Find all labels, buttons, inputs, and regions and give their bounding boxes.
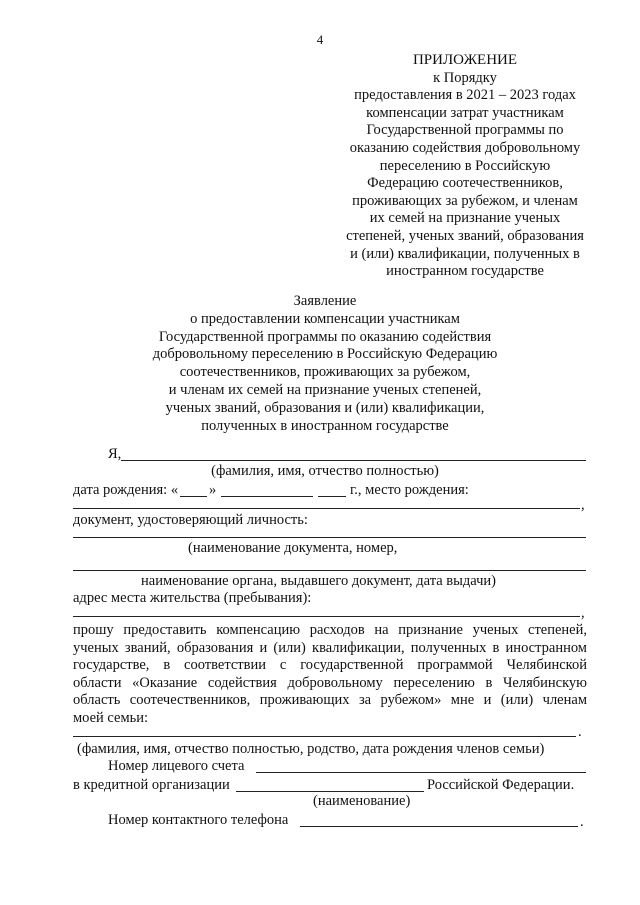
bank-hint: (наименование) [313, 793, 411, 809]
id-doc-issuer-field[interactable] [73, 570, 586, 571]
heading-line: Государственной программы по оказанию содействия [158, 328, 492, 345]
id-doc-hint: (наименование документа, номер, [188, 540, 398, 556]
appendix-line: Государственной программы по [366, 122, 564, 139]
request-line: прошу предоставить компенсацию расходов на признание ученых степеней, [73, 622, 587, 638]
birth-month-field[interactable] [221, 496, 313, 497]
request-line: государстве, в соответствии с государственной программой Челябинской [73, 657, 587, 674]
id-doc-issuer-hint: наименование органа, выдавшего документ, дата выдачи) [141, 573, 496, 589]
request-line: моей семьи: [73, 709, 149, 726]
request-line: области «Оказание содействия добровольному переселению в Челябинскую [73, 674, 587, 691]
page-number: 4 [316, 32, 324, 47]
account-field[interactable] [256, 772, 586, 773]
fio-hint: (фамилия, имя, отчество полностью) [211, 463, 439, 479]
request-line: ученых званий, образования и (или) квалификации, полученных в иностранном [73, 639, 587, 656]
birth-date-quote: » [209, 482, 217, 498]
request-paragraph [73, 622, 587, 728]
appendix-line: иностранном государстве [386, 263, 544, 280]
punct-comma: , [581, 497, 585, 513]
appendix-line: и (или) квалификации, полученных в [350, 245, 580, 262]
appendix-line: предоставления в 2021 – 2023 годах [354, 87, 576, 104]
id-doc-label: документ, удостоверяющий личность: [73, 512, 308, 528]
birth-place-field[interactable] [73, 508, 580, 509]
punct-comma: , [581, 605, 585, 621]
heading-line: ученых званий, образования и (или) квалификации, [165, 399, 485, 416]
fio-field[interactable] [121, 460, 586, 461]
bank-suffix: Российской Федерации. [427, 777, 575, 793]
family-members-field[interactable] [73, 736, 576, 737]
birth-date-label: дата рождения: « [73, 482, 179, 498]
appendix-line: Федерацию соотечественников, [367, 175, 563, 192]
appendix-line: оказанию содействия добровольному [349, 139, 581, 156]
address-field[interactable] [73, 616, 580, 617]
phone-label: Номер контактного телефона [108, 812, 289, 828]
application-heading [60, 293, 590, 435]
appendix-block [340, 52, 590, 281]
birth-year-field[interactable] [318, 496, 346, 497]
bank-name-field[interactable] [236, 791, 424, 792]
bank-label: в кредитной организации [73, 777, 230, 793]
birth-day-field[interactable] [180, 496, 207, 497]
appendix-title: ПРИЛОЖЕНИЕ [412, 52, 518, 68]
birth-place-label: г., место рождения: [350, 482, 469, 498]
appendix-line: к Порядку [433, 69, 497, 86]
heading-line: соотечественников, проживающих за рубежом, [179, 364, 471, 381]
id-doc-field[interactable] [73, 537, 586, 538]
appendix-line: переселению в Российскую [379, 157, 551, 174]
heading-line: о предоставлении компенсации участникам [190, 310, 460, 327]
ya-label: Я, [108, 446, 122, 462]
punct-dot: . [578, 724, 582, 740]
heading-line: и членам их семей на признание ученых степеней, [168, 381, 482, 398]
request-line: область соотечественников, проживающих за рубежом» мне и (или) членам [73, 692, 587, 709]
family-hint: (фамилия, имя, отчество полностью, родство, дата рождения членов семьи) [77, 741, 545, 757]
punct-dot: . [580, 814, 584, 830]
heading-line: полученных в иностранном государстве [201, 417, 449, 434]
application-title: Заявление [293, 293, 357, 309]
address-label: адрес места жительства (пребывания): [73, 590, 312, 606]
phone-field[interactable] [300, 826, 578, 827]
appendix-line: их семей на признание ученых [369, 210, 561, 227]
appendix-line: компенсации затрат участникам [366, 104, 564, 121]
appendix-line: степеней, ученых званий, образования [346, 227, 584, 244]
heading-line: добровольному переселению в Российскую Федерацию [152, 346, 498, 363]
account-label: Номер лицевого счета [108, 758, 245, 774]
appendix-line: проживающих за рубежом, и членам [352, 192, 578, 209]
